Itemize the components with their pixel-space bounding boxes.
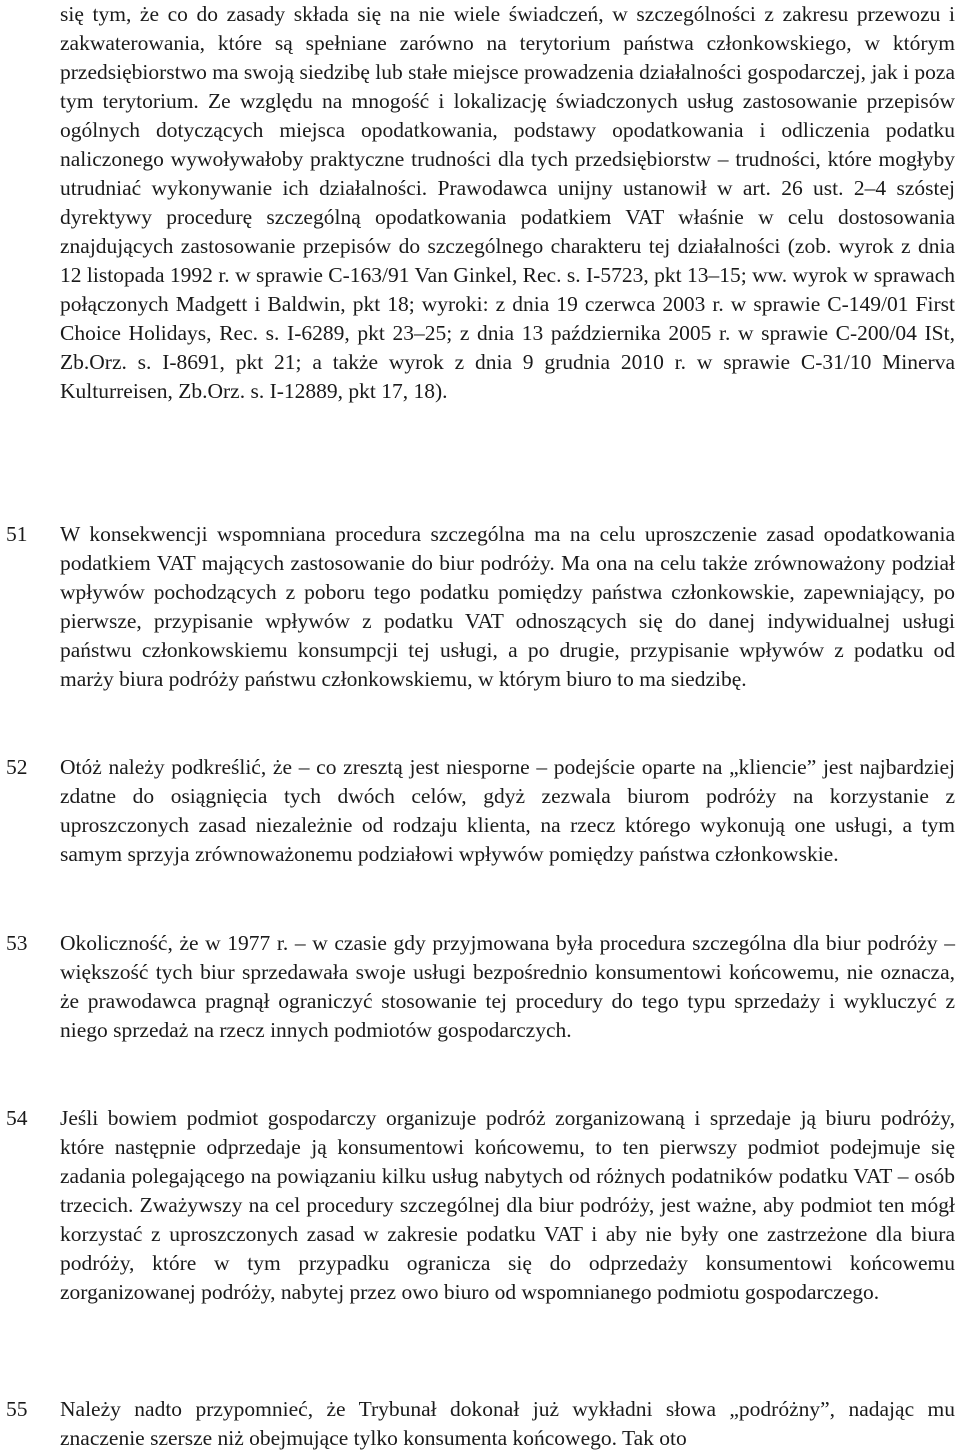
paragraph-text: Należy nadto przypomnieć, że Trybunał dokonał już wykładni słowa „podróżny”, nadając mu znaczenie szersze niż obejmujące tylko konsumenta końcowego. Tak oto [60, 1397, 955, 1450]
paragraph-number: 55 [6, 1397, 28, 1421]
paragraph-51 [6, 520, 955, 694]
paragraph-53 [6, 929, 955, 1045]
paragraph-number: 53 [6, 931, 28, 955]
paragraph-number: 52 [6, 755, 28, 779]
paragraph-52 [6, 753, 955, 869]
paragraph-continued [60, 0, 955, 406]
paragraph-text: Jeśli bowiem podmiot gospodarczy organizuje podróż zorganizowaną i sprzedaje ją biuru podróży, które następnie odprzedaje ją konsumentowi końcowemu, to ten pierwszy podmiot podejmuje się zadania polegającego na powiązaniu kilku usług nabytych od różnych podatników podatku VAT – osób trzecich. Zważywszy na cel procedury szczególnej dla biur podróży, jest ważne, aby podmiot ten mógł korzystać z uproszczonych zasad w zakresie podatku VAT i aby nie były one zastrzeżone dla biura podróży, które w tym przypadku ogranicza się do odprzedaży konsumentowi końcowemu zorganizowanej podróży, nabytej przez owo biuro od wspomnianego podmiotu gospodarczego. [60, 1106, 955, 1304]
paragraph-text: się tym, że co do zasady składa się na nie wiele świadczeń, w szczególności z zakresu przewozu i zakwaterowania, które są spełniane zarówno na terytorium państwa członkowskiego, w którym przedsiębiorstwo ma swoją siedzibę lub stałe miejsce prowadzenia działalności gospodarczej, jak i poza tym terytorium. Ze względu na mnogość i lokalizację świadczonych usług zastosowanie przepisów ogólnych dotyczących miejsca opodatkowania, podstawy opodatkowania i odliczenia podatku naliczonego wywoływałoby praktyczne trudności dla tych przedsiębiorstw – trudności, które mogłyby utrudniać wykonywanie ich działalności. Prawodawca unijny ustanowił w art. 26 ust. 2–4 szóstej dyrektywy procedurę szczególną opodatkowania podatkiem VAT właśnie w celu dostosowania znajdujących zastosowanie przepisów do szczególnego charakteru tej działalności (zob. wyrok z dnia 12 listopada 1992 r. w sprawie C-163/91 Van Ginkel, Rec. s. I-5723, pkt 13–15; ww. wyrok w sprawach połączonych Madgett i Baldwin, pkt 18; wyroki: z dnia 19 czerwca 2003 r. w sprawie C-149/01 First Choice Holidays, Rec. s. I-6289, pkt 23–25; z dnia 13 października 2005 r. w sprawie C-200/04 ISt, Zb.Orz. s. I-8691, pkt 21; a także wyrok z dnia 9 grudnia 2010 r. w sprawie C-31/10 Minerva Kulturreisen, Zb.Orz. s. I-12889, pkt 17, 18). [60, 2, 955, 403]
paragraph-text: Otóż należy podkreślić, że – co zresztą jest niesporne – podejście oparte na „kliencie” jest najbardziej zdatne do osiągnięcia tych dwóch celów, gdyż zezwala biurom podróży na korzystanie z uproszczonych zasad niezależnie od rodzaju klienta, na rzecz którego wykonują one usługi, a tym samym sprzyja zrównoważonemu podziałowi wpływów pomiędzy państwa członkowskie. [60, 755, 955, 866]
paragraph-number: 54 [6, 1106, 28, 1130]
paragraph-55 [6, 1395, 955, 1453]
paragraph-text: W konsekwencji wspomniana procedura szczególna ma na celu uproszczenie zasad opodatkowania podatkiem VAT mających zastosowanie do biur podróży. Ma ona na celu także zrównoważony podział wpływów pochodzących z poboru tego podatku pomiędzy państwa członkowskie, zapewniający, po pierwsze, przypisanie wpływów z podatku VAT odnoszących się do danej indywidualnej usługi państwu członkowskiemu konsumpcji tej usługi, a po drugie, przypisanie wpływów z podatku od marży biura podróży państwu członkowskiemu, w którym biuro to ma siedzibę. [60, 522, 955, 691]
paragraph-text: Okoliczność, że w 1977 r. – w czasie gdy przyjmowana była procedura szczególna dla biur podróży – większość tych biur sprzedawała swoje usługi bezpośrednio konsumentowi końcowemu, nie oznacza, że prawodawca pragnął ograniczyć stosowanie tej procedury do tego typu sprzedaży i wykluczyć z niego sprzedaż na rzecz innych podmiotów gospodarczych. [60, 931, 955, 1042]
paragraph-number: 51 [6, 522, 28, 546]
paragraph-54 [6, 1104, 955, 1307]
